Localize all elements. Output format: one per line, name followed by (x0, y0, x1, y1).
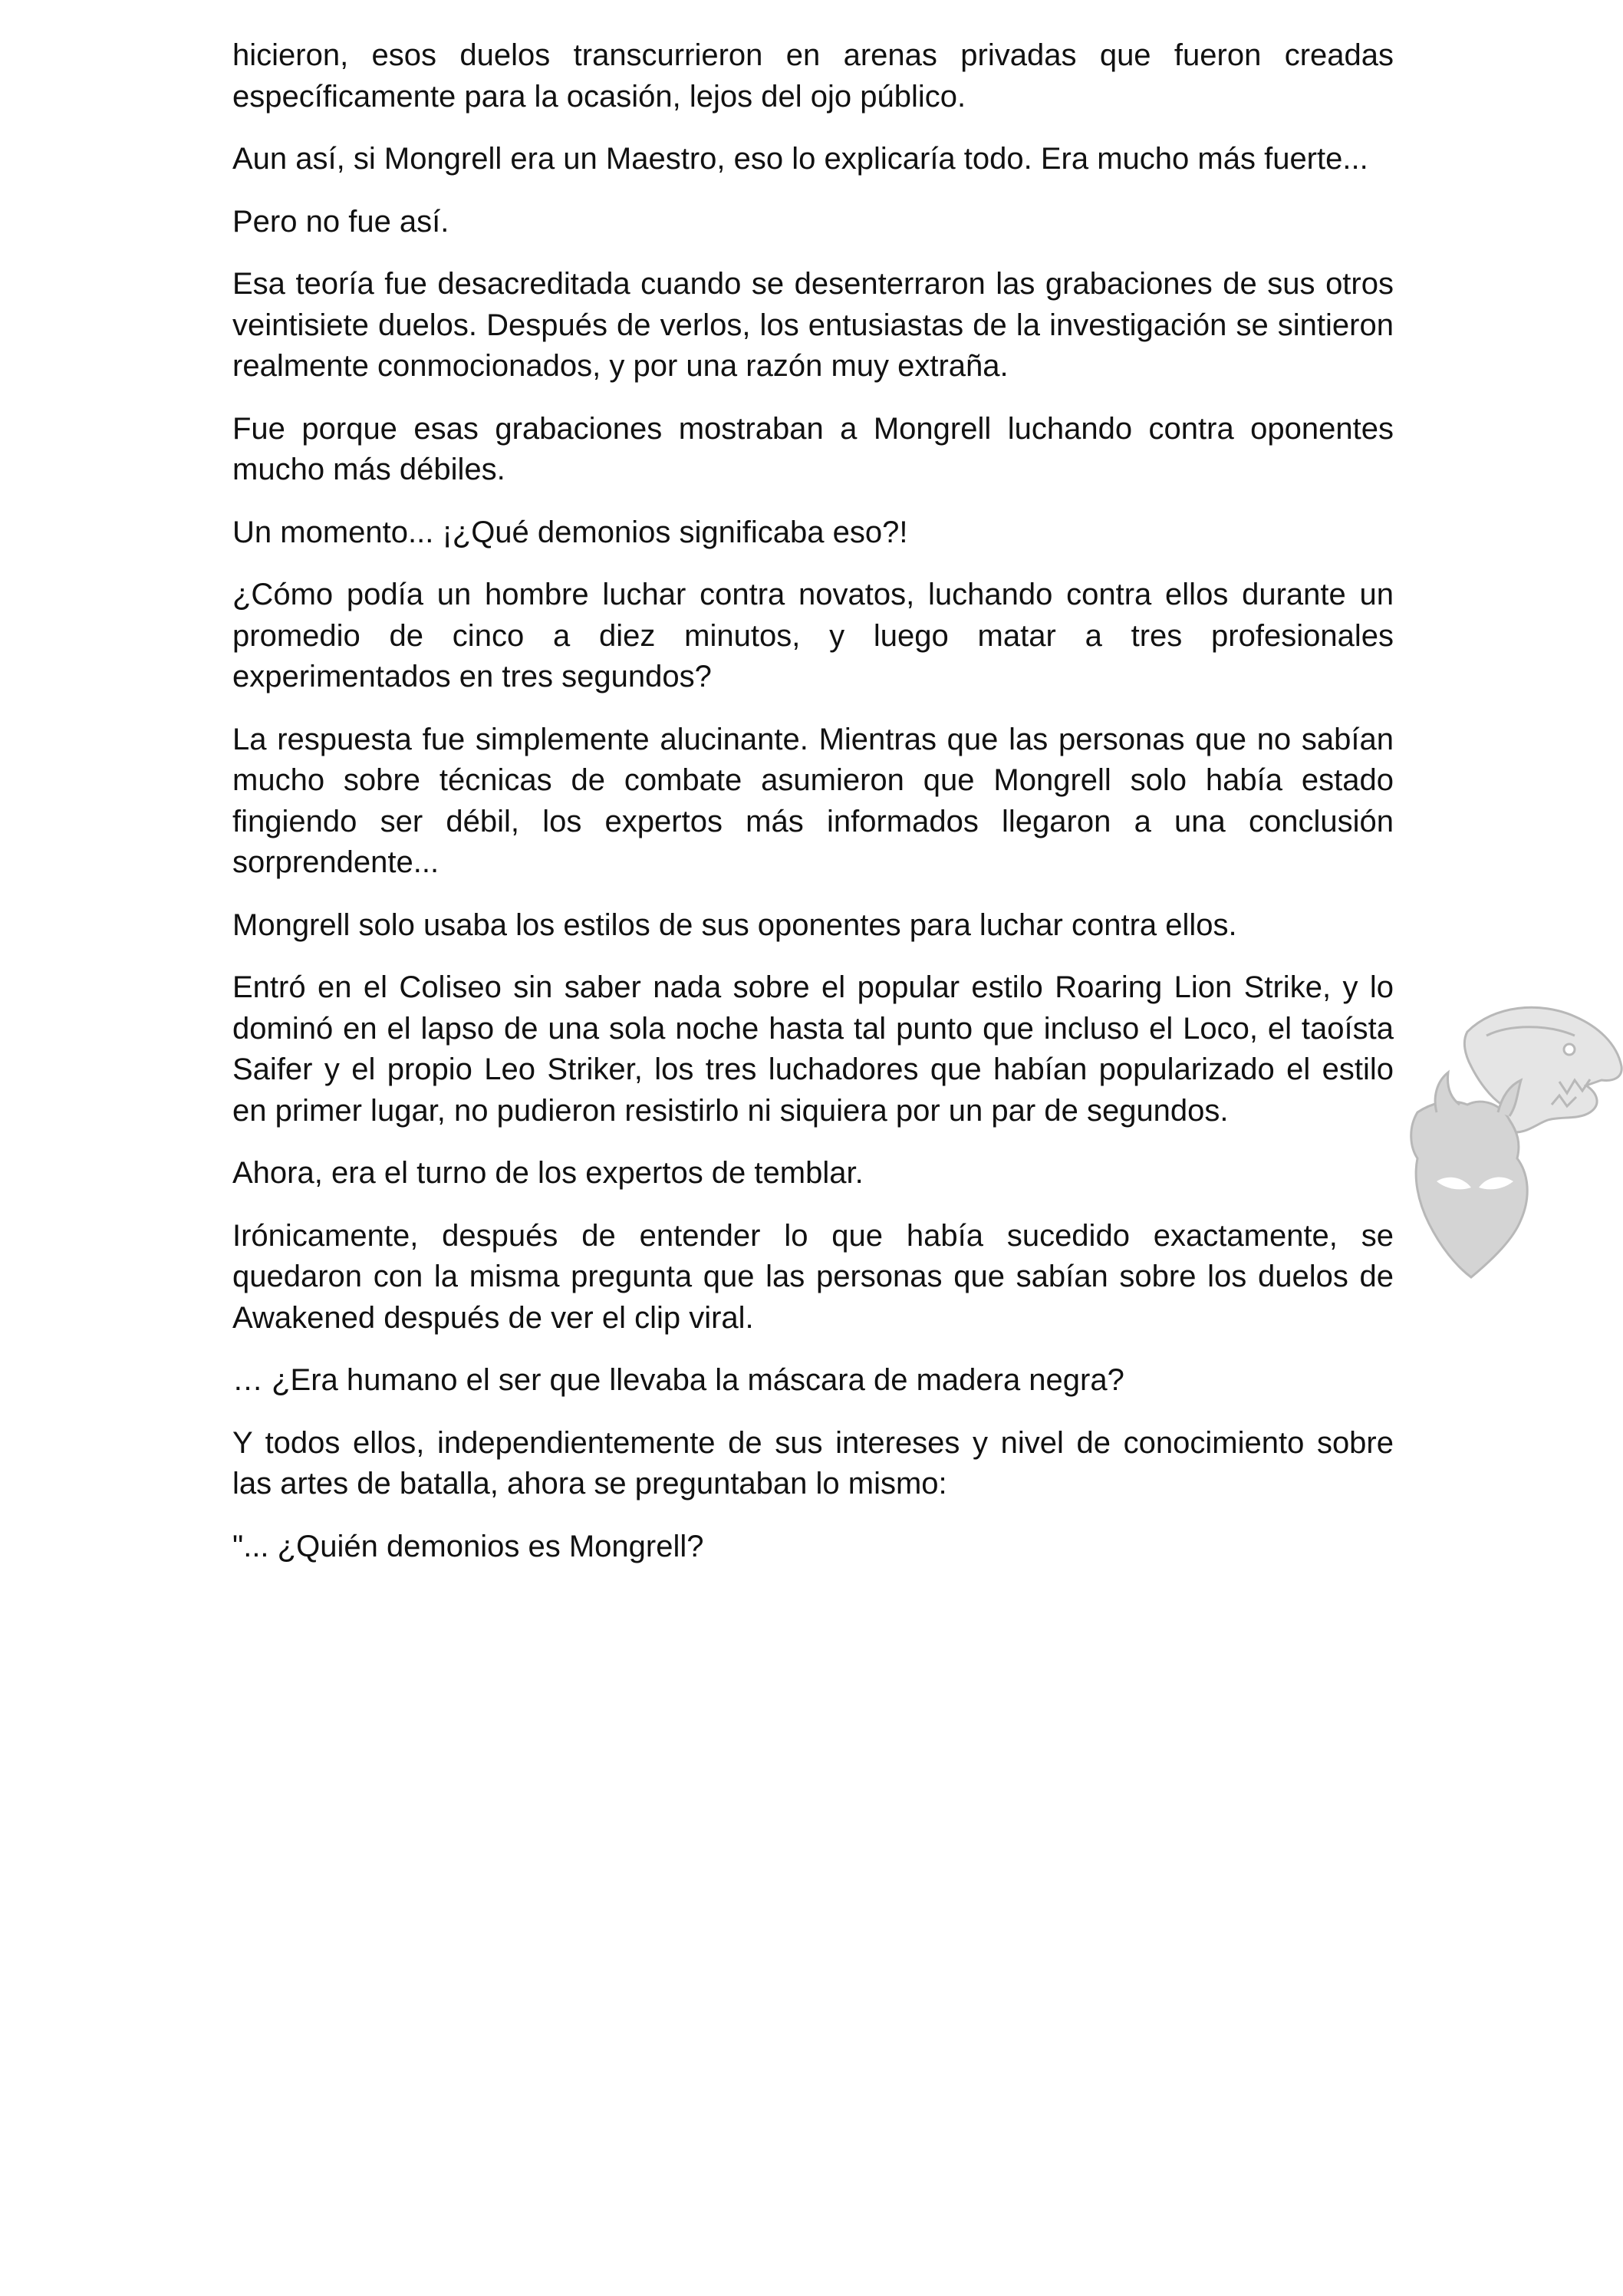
paragraph-14: Y todos ellos, independientemente de sus intereses y nivel de conocimiento sobre las artes de batalla, ahora se preguntaban lo mismo: (232, 1425, 1394, 1500)
paragraph-4: Esa teoría fue desacreditada cuando se desenterraron las grabaciones de sus otros veintisiete duelos. Después de verlos, los entusiastas de la investigación se sintieron realmente conmocionados, y por una razón muy extraña. (232, 267, 1394, 383)
paragraph-3: Pero no fue así. (232, 204, 449, 239)
paragraph-8: La respuesta fue simplemente alucinante. Mientras que las personas que no sabían mucho sobre técnicas de combate asumieron que Mongrell solo había estado fingiendo ser débil, los expertos más informados llegaron a una conclusión sorprendente... (232, 722, 1394, 879)
paragraph-15: "... ¿Quién demonios es Mongrell? (232, 1529, 704, 1563)
paragraph-10: Entró en el Coliseo sin saber nada sobre el popular estilo Roaring Lion Strike, y lo dominó en el lapso de una sola noche hasta tal punto que incluso el Loco, el taoísta Saifer y el propio Leo Striker, los tres luchadores que habían popularizado el estilo en primer lugar, no pudieron resistirlo ni siquiera por un par de segundos. (232, 970, 1394, 1128)
paragraph-11: Ahora, era el turno de los expertos de temblar. (232, 1156, 864, 1190)
paragraph-9: Mongrell solo usaba los estilos de sus oponentes para luchar contra ellos. (232, 908, 1237, 942)
paragraph-13: … ¿Era humano el ser que llevaba la máscara de madera negra? (232, 1363, 1124, 1397)
paragraph-12: Irónicamente, después de entender lo que había sucedido exactamente, se quedaron con la misma pregunta que las personas que sabían sobre los duelos de Awakened después de ver el clip viral. (232, 1218, 1394, 1335)
dinosaur-demon-logo-icon (1394, 990, 1623, 1296)
paragraph-7: ¿Cómo podía un hombre luchar contra novatos, luchando contra ellos durante un promedio de cinco a diez minutos, y luego matar a tres profesionales experimentados en tres segundos? (232, 578, 1394, 693)
paragraph-1: hicieron, esos duelos transcurrieron en arenas privadas que fueron creadas específicamente para la ocasión, lejos del ojo público. (232, 38, 1394, 114)
paragraph-2: Aun así, si Mongrell era un Maestro, eso lo explicaría todo. Era mucho más fuerte... (232, 142, 1368, 176)
paragraph-6: Un momento... ¡¿Qué demonios significaba eso?! (232, 515, 908, 549)
text-column (232, 35, 1394, 1589)
paragraph-5: Fue porque esas grabaciones mostraban a Mongrell luchando contra oponentes mucho más débiles. (232, 411, 1394, 486)
